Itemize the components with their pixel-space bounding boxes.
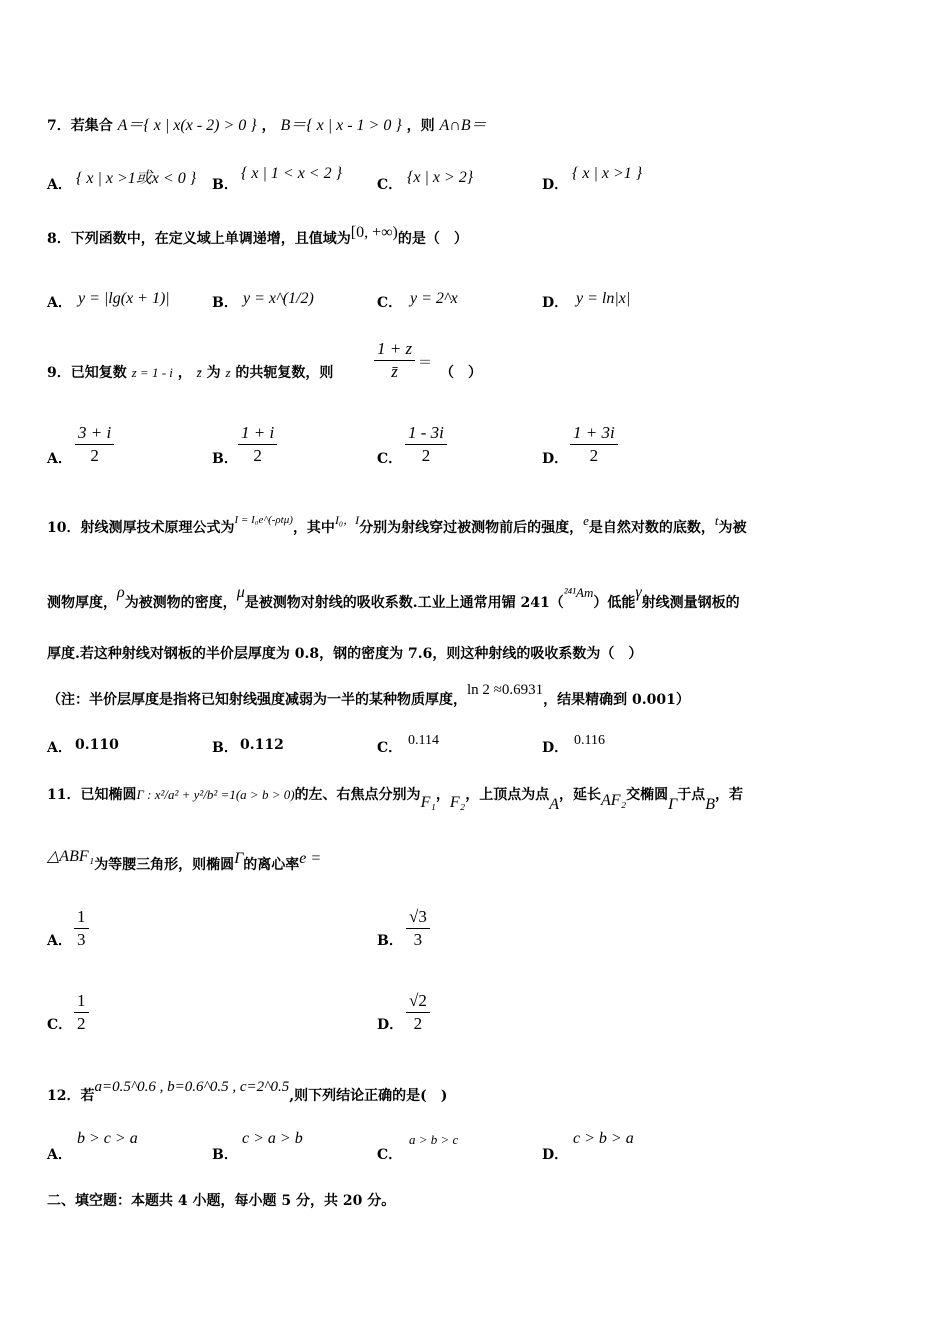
q8-option-b: y = x^(1/2) xyxy=(243,290,314,307)
q9-a-den: 2 xyxy=(90,446,99,465)
q10-am: ²⁴¹Am xyxy=(563,585,594,600)
q10-gamma: γ xyxy=(635,584,642,601)
q10-l1e: 为被 xyxy=(718,520,747,536)
q10-l2e: 射线测量钢板的 xyxy=(641,595,740,611)
q9-option-c-label: C． xyxy=(377,451,403,467)
q10-l1c: 分别为射线穿过被测物前后的强度， xyxy=(359,520,584,536)
q11-l1a: 11．已知椭圆 xyxy=(47,787,137,803)
q11-l1f: 于点 xyxy=(677,787,706,803)
q9-frac-den: z̄ xyxy=(391,362,398,381)
q11-line-2 xyxy=(47,848,322,874)
q9-option-d-label: D． xyxy=(542,451,569,467)
q12-option-a: b > c > a xyxy=(77,1130,138,1147)
q11-option-b xyxy=(406,906,430,951)
q9-text: 9．已知复数 xyxy=(47,365,127,381)
q7-option-a: { x | x >1或x < 0 } xyxy=(76,170,197,187)
q10-l2c: 是被测物对射线的吸收系数.工业上通常用镅 241（ xyxy=(244,595,564,611)
q11-l2a: 为等腰三角形，则椭圆 xyxy=(94,857,235,873)
q11-b-num: √3 xyxy=(406,906,430,929)
q12-option-d: c > b > a xyxy=(573,1130,634,1147)
q10-mu: μ xyxy=(236,584,245,601)
q9-mid1: ， xyxy=(177,365,192,381)
q11-equation: Γ : x²/a² + y²/b² =1(a > b > 0) xyxy=(136,787,295,802)
q11-option-a-label: A． xyxy=(47,933,72,949)
q10-option-d-label: D． xyxy=(542,740,569,756)
q11-e: e = xyxy=(299,850,322,867)
q8-range: [0, +∞) xyxy=(350,224,398,241)
q12-stem xyxy=(47,1079,448,1105)
q7-option-b-label: B． xyxy=(212,177,238,193)
q9-z: z = 1 - i xyxy=(131,365,173,380)
q9-d-num: 1 + 3i xyxy=(570,422,618,445)
q9-a-num: 3 + i xyxy=(75,422,114,445)
q9-fraction xyxy=(374,338,415,383)
q9-c-den: 2 xyxy=(421,446,431,465)
q8-option-c: y = 2^x xyxy=(410,290,458,307)
q11-c1: ， xyxy=(435,787,450,803)
q10-l4a: （注：半价层厚度是指将已知射线强度减弱为一半的某种物质厚度， xyxy=(47,692,467,708)
q7-sep: ， xyxy=(261,118,276,134)
q12-option-d-label: D． xyxy=(542,1147,569,1163)
q8-option-d: y = ln|x| xyxy=(576,290,631,307)
q11-l2b: 的离心率 xyxy=(243,857,300,873)
q11-f2: F₂ xyxy=(449,794,466,811)
section-2-heading: 二、填空题：本题共 4 小题，每小题 5 分，共 20 分。 xyxy=(47,1193,396,1209)
q8-stem xyxy=(47,224,468,248)
q11-d-num: √2 xyxy=(406,990,430,1013)
q11-option-d xyxy=(406,990,430,1035)
q10-option-a-label: A． xyxy=(47,740,72,756)
q11-l1g: ，若 xyxy=(715,787,744,803)
q8-post: 的是（ ） xyxy=(397,231,468,247)
q10-line-1 xyxy=(47,513,747,537)
q9-eq: ＝ xyxy=(418,355,432,371)
q9-option-d xyxy=(570,422,618,467)
q11-option-b-label: B． xyxy=(377,933,403,949)
q10-l1d: 是自然对数的底数， xyxy=(588,520,715,536)
q9-option-b xyxy=(238,422,277,467)
q7-option-b: { x | 1 < x < 2 } xyxy=(241,165,342,182)
q11-option-d-label: D． xyxy=(377,1017,404,1033)
q9-post: （ ） xyxy=(440,365,482,381)
q11-line-1 xyxy=(47,784,744,813)
q9-zbar: z̄ xyxy=(196,365,202,380)
q10-rho: ρ xyxy=(117,584,125,601)
q10-option-d: 0.116 xyxy=(574,733,605,748)
q11-l1d: ，延长 xyxy=(559,787,602,803)
q11-b: B xyxy=(705,796,716,813)
q10-vars: I₀，I xyxy=(334,513,360,527)
q10-option-c-label: C． xyxy=(377,740,403,756)
q10-formula: I = I₀e^(-ρtμ) xyxy=(234,514,293,526)
q9-zz: z xyxy=(225,365,231,380)
q11-gamma2: Γ xyxy=(234,850,244,867)
q12-option-c-label: C． xyxy=(377,1147,403,1163)
q10-l1a: 10．射线测厚技术原理公式为 xyxy=(47,520,235,536)
q8-text: 8．下列函数中，在定义域上单调递增，且值域为 xyxy=(47,231,351,247)
q9-d-den: 2 xyxy=(589,446,599,465)
q7-option-d: { x | x >1 } xyxy=(572,165,643,182)
q10-l1b: ，其中 xyxy=(292,520,335,536)
q11-c-den: 2 xyxy=(77,1014,86,1033)
q11-c-num: 1 xyxy=(74,990,89,1013)
q11-l1c: ，上顶点为点 xyxy=(465,787,550,803)
q8-option-a-label: A． xyxy=(47,295,72,311)
q10-ln2: ln 2 ≈0.6931 xyxy=(467,682,544,698)
q11-gamma: Γ xyxy=(668,796,678,813)
q7-stem xyxy=(47,112,487,135)
q9-option-a xyxy=(75,422,114,467)
q7-expr: A∩B＝ xyxy=(439,117,487,134)
q7-option-c-label: C． xyxy=(377,177,403,193)
q10-option-c: 0.114 xyxy=(408,733,439,748)
q11-a-num: 1 xyxy=(74,906,89,929)
q10-option-b: 0.112 xyxy=(240,737,284,753)
q11-triangle: △ABF₁ xyxy=(47,848,95,865)
q11-l1e: 交椭圆 xyxy=(626,787,669,803)
q11-d-den: 2 xyxy=(413,1014,423,1033)
q10-l2b: 为被测物的密度， xyxy=(124,595,237,611)
q12-post: ,则下列结论正确的是( ) xyxy=(289,1088,448,1104)
q9-frac-num: 1 + z xyxy=(374,338,415,361)
q10-line-2 xyxy=(47,584,740,612)
q9-option-b-label: B． xyxy=(212,451,238,467)
q11-a: A xyxy=(549,796,560,813)
q10-option-b-label: B． xyxy=(212,740,238,756)
q8-option-b-label: B． xyxy=(212,295,238,311)
q10-t: t xyxy=(714,513,719,528)
q9-mid3: 的共轭复数，则 xyxy=(235,365,334,381)
q7-number: 7．若集合 xyxy=(47,118,113,134)
q9-stem xyxy=(47,362,333,382)
q12-values: a=0.5^0.6 , b=0.6^0.5 , c=2^0.5 xyxy=(94,1079,290,1095)
q8-option-c-label: C． xyxy=(377,295,403,311)
q7-tail: ，则 xyxy=(406,118,435,134)
q11-option-c xyxy=(74,990,89,1035)
q7-option-c: {x | x > 2} xyxy=(407,169,474,186)
q11-f1: F₁ xyxy=(420,794,436,811)
q10-l2d: ）低能 xyxy=(593,595,636,611)
q7-set-b: B＝{ x | x - 1 > 0 } xyxy=(280,117,402,134)
q9-c-num: 1 - 3i xyxy=(405,422,447,445)
q10-l2a: 测物厚度， xyxy=(47,595,117,611)
q11-option-a xyxy=(74,906,89,951)
q9-option-a-label: A． xyxy=(47,451,72,467)
q12-option-c: a > b > c xyxy=(409,1132,459,1147)
q10-l4b: ，结果精确到 0.001） xyxy=(543,692,690,708)
q12-option-a-label: A． xyxy=(47,1147,72,1163)
q9-b-num: 1 + i xyxy=(238,422,277,445)
q7-option-d-label: D． xyxy=(542,177,569,193)
q12-pre: 12．若 xyxy=(47,1088,95,1104)
q11-a-den: 3 xyxy=(77,930,86,949)
q11-option-c-label: C． xyxy=(47,1017,73,1033)
q10-line-3: 厚度.若这种射线对钢板的半价层厚度为 0.8，钢的密度为 7.6，则这种射线的吸收系数为（ ） xyxy=(47,646,643,662)
q12-option-b: c > a > b xyxy=(242,1130,303,1147)
q7-set-a: A＝{ x | x(x - 2) > 0 } xyxy=(117,117,257,134)
q9-option-c xyxy=(405,422,447,467)
q10-option-a: 0.110 xyxy=(75,737,119,753)
q10-e: e xyxy=(583,513,589,528)
q9-b-den: 2 xyxy=(253,446,262,465)
q10-line-4 xyxy=(47,682,690,709)
q11-af2: AF₂ xyxy=(601,792,627,809)
q12-option-b-label: B． xyxy=(212,1147,238,1163)
q8-option-d-label: D． xyxy=(542,295,569,311)
q7-option-a-label: A． xyxy=(47,177,72,193)
q8-option-a: y = |lg(x + 1)| xyxy=(78,290,170,307)
q9-mid2: 为 xyxy=(206,365,221,381)
q11-b-den: 3 xyxy=(413,930,423,949)
q11-l1b: 的左、右焦点分别为 xyxy=(294,787,421,803)
